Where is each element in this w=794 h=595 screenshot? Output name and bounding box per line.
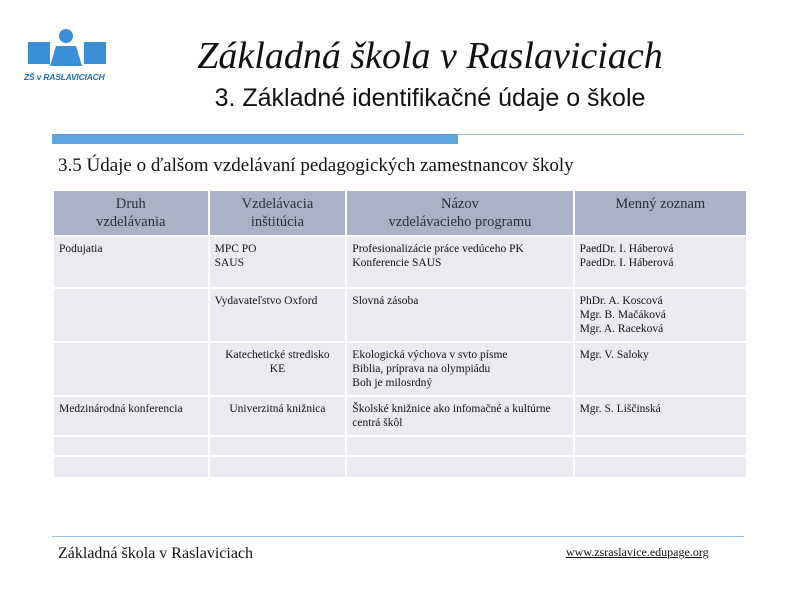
cell-empty (575, 437, 746, 455)
table-header-row (54, 191, 746, 235)
footer-divider (52, 536, 744, 537)
page-title: Základná škola v Raslaviciach (197, 35, 663, 77)
table-row (54, 343, 746, 395)
page-subtitle: 3. Základné identifikačné údaje o škole (214, 84, 646, 112)
logo-graphic-icon (24, 28, 108, 72)
header-program: Názov vzdelávacieho programu (347, 191, 572, 235)
cell-druh (54, 289, 208, 341)
cell-program: Ekologická výchova v svto písme Biblia, príprava na olympiádu Boh je milosrdný (347, 343, 572, 395)
cell-institucia: Univerzitná knižnica (210, 397, 346, 435)
table-row (54, 289, 746, 341)
cell-empty (347, 457, 572, 477)
section-title: 3.5 Údaje o ďalšom vzdelávaní pedagogických zamestnancov školy (58, 155, 574, 176)
footer-school-name: Základná škola v Raslaviciach (58, 545, 254, 562)
cell-druh (54, 343, 208, 395)
cell-institucia: Katechetické stredisko KE (210, 343, 346, 395)
cell-zoznam: Mgr. S. Liščinská (575, 397, 746, 435)
education-table (52, 189, 748, 479)
table-row (54, 397, 746, 435)
table-row (54, 237, 746, 287)
table-row-empty (54, 457, 746, 477)
cell-empty (210, 437, 346, 455)
school-logo (24, 28, 108, 90)
logo-text: ZŠ v RASLAVICIACH (24, 72, 105, 82)
cell-druh: Medzinárodná konferencia (54, 397, 208, 435)
header-institucia: Vzdelávacia inštitúcia (210, 191, 346, 235)
cell-program: Slovná zásoba (347, 289, 572, 341)
header-zoznam: Menný zoznam (575, 191, 746, 235)
cell-zoznam: PaedDr. I. Háberová PaedDr. I. Háberová (575, 237, 746, 287)
cell-institucia: Vydavateľstvo Oxford (210, 289, 346, 341)
cell-institucia: MPC PO SAUS (210, 237, 346, 287)
header-druh: Druh vzdelávania (54, 191, 208, 235)
cell-empty (575, 457, 746, 477)
cell-zoznam: Mgr. V. Saloky (575, 343, 746, 395)
header-accent-bar (52, 134, 458, 144)
cell-empty (54, 457, 208, 477)
cell-druh: Podujatia (54, 237, 208, 287)
cell-empty (54, 437, 208, 455)
footer-website-link[interactable]: www.zsraslavice.edupage.org (566, 545, 709, 559)
table-row-empty (54, 437, 746, 455)
cell-program: Školské knižnice ako infomačné a kultúrne centrá škôl (347, 397, 572, 435)
cell-program: Profesionalizácie práce vedúceho PK Konferencie SAUS (347, 237, 572, 287)
cell-empty (347, 437, 572, 455)
cell-empty (210, 457, 346, 477)
cell-zoznam: PhDr. A. Koscová Mgr. B. Mačáková Mgr. A. Raceková (575, 289, 746, 341)
